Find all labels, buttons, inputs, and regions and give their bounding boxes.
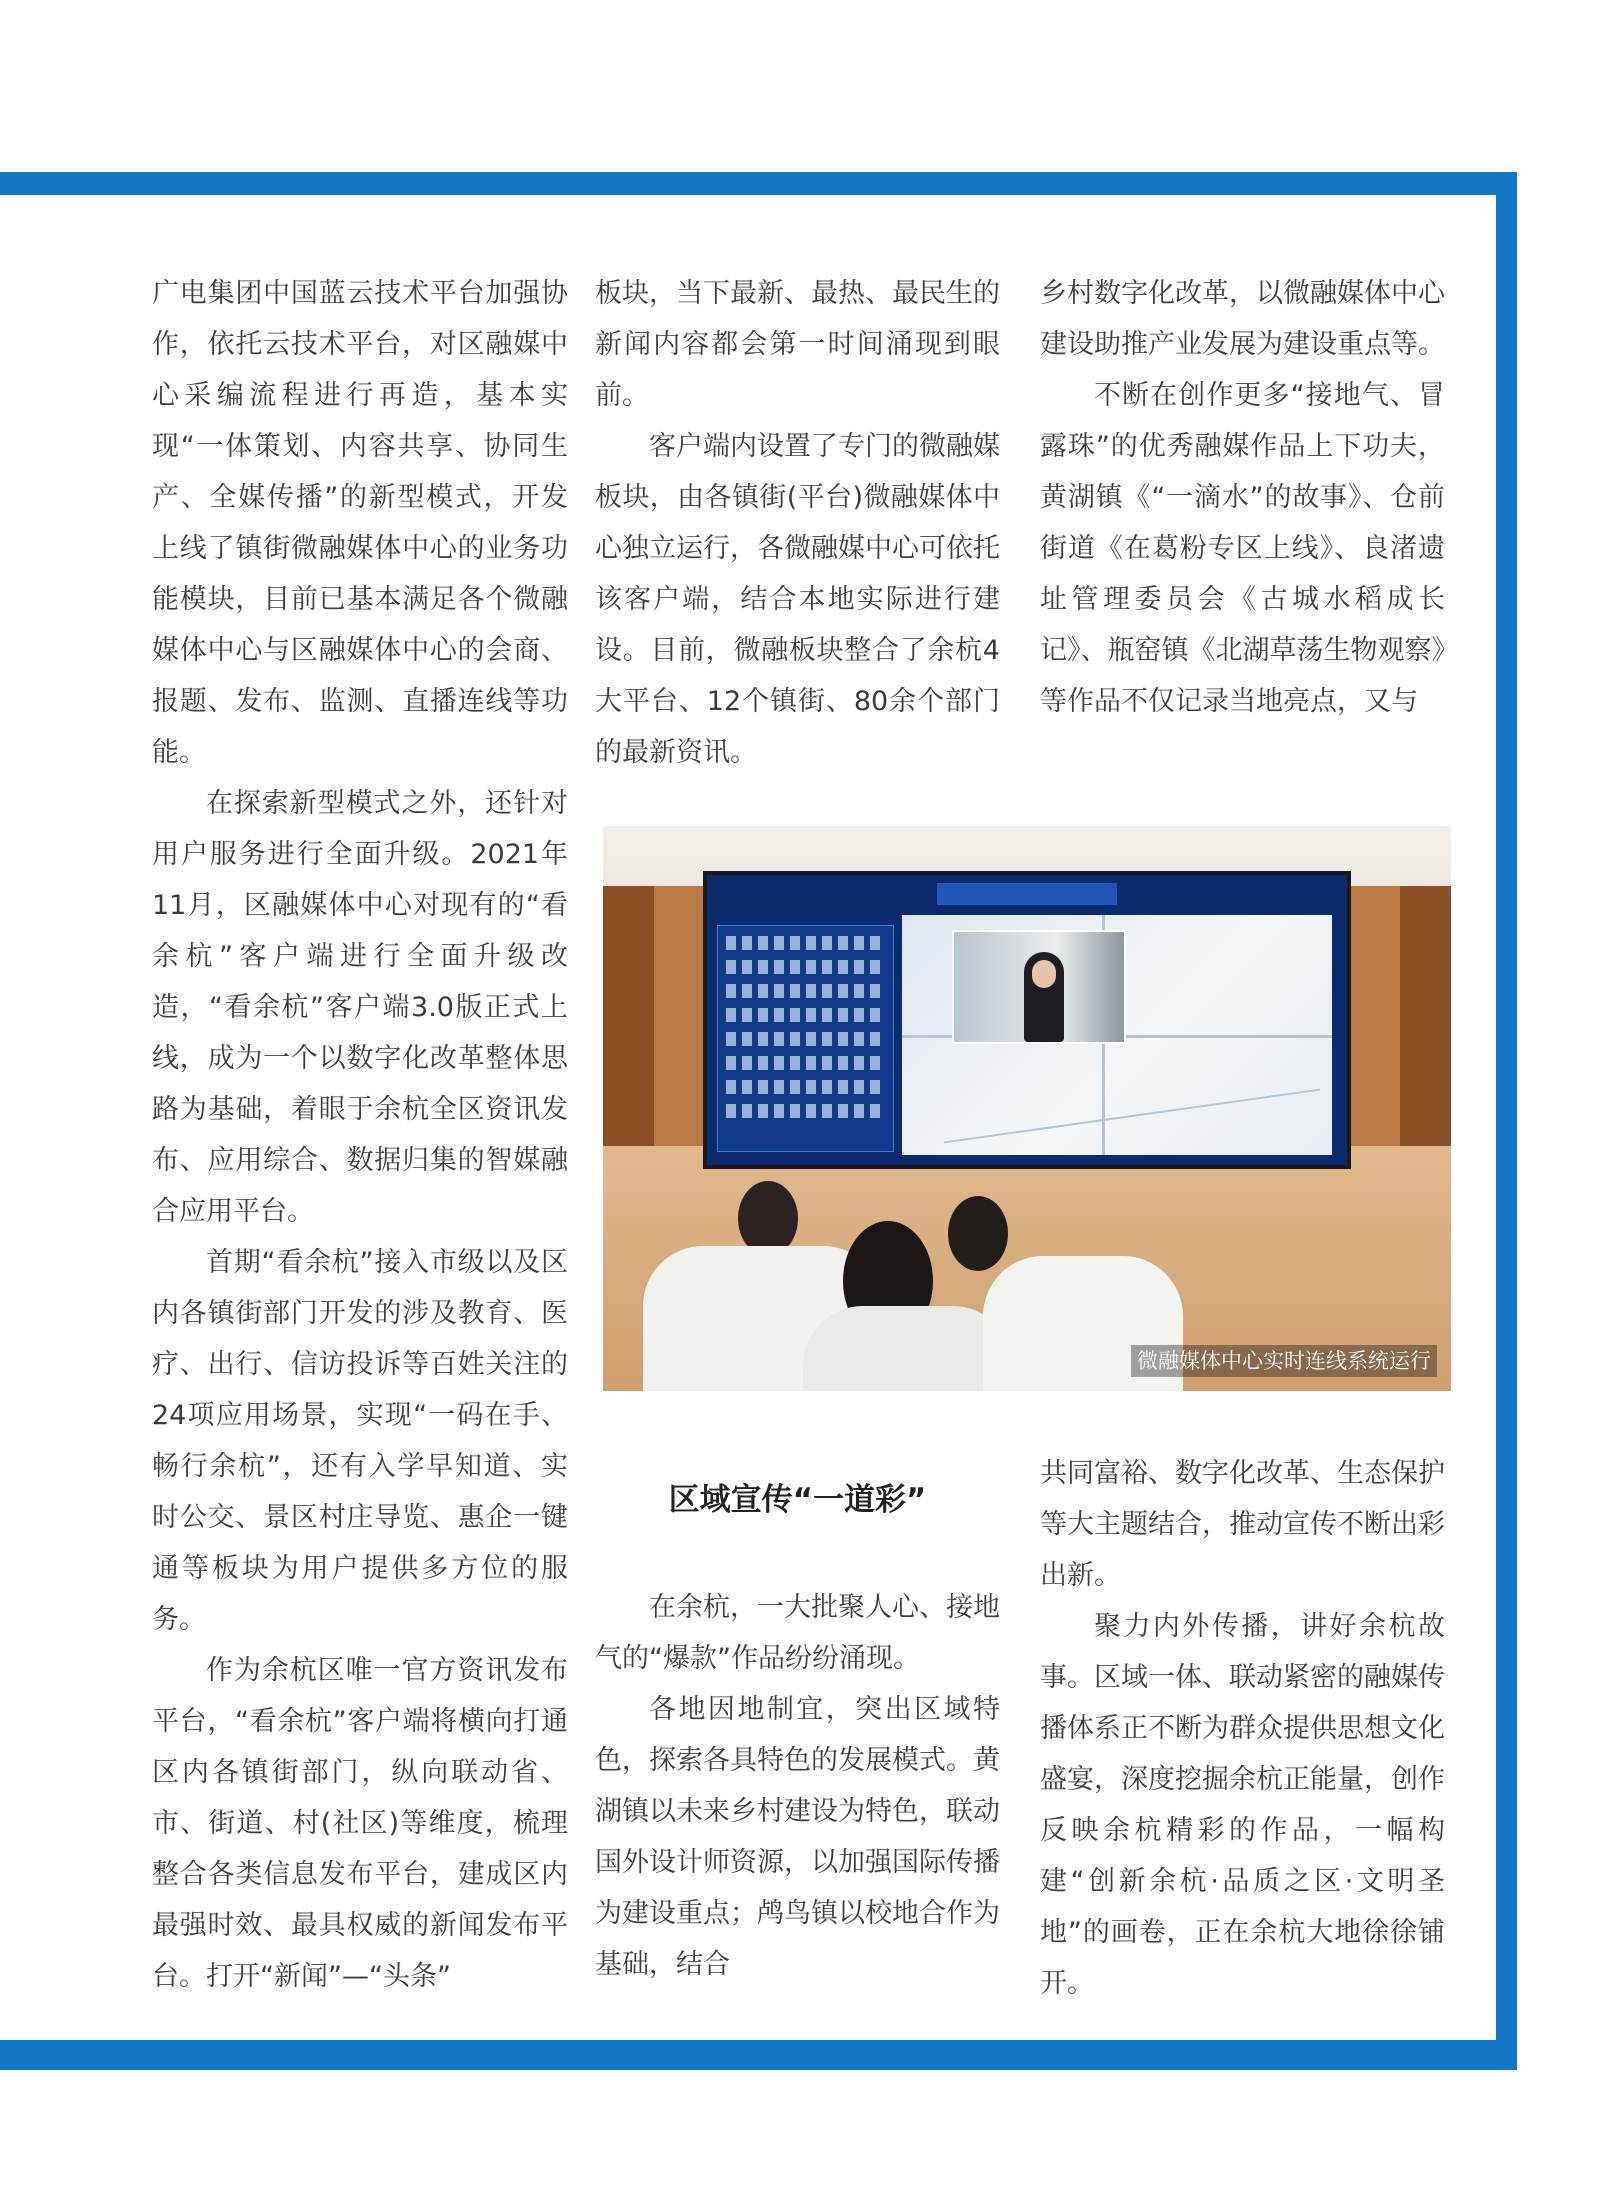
paragraph: 在余杭，一大批聚人心、接地气的“爆款”作品纷纷涌现。 bbox=[595, 1592, 1000, 1674]
text-column-2-lower bbox=[595, 1582, 1000, 1990]
photo-large-screen bbox=[703, 871, 1351, 1169]
screen-title-bar bbox=[937, 883, 1117, 905]
text-column-1 bbox=[152, 268, 568, 2002]
paragraph: 广电集团中国蓝云技术平台加强协作，依托云技术平台，对区融媒中心采编流程进行再造，基本实现“一体策划、内容共享、协同生产、全媒传播”的新型模式，开发上线了镇街微融媒体中心的业务功能模块，目前已基本满足各个微融媒体中心与区融媒体中心的会商、报题、发布、监测、直播连线等功能。 bbox=[152, 278, 568, 768]
audience-body-3 bbox=[803, 1306, 1013, 1391]
paragraph: 在探索新型模式之外，还针对用户服务进行全面升级。2021年11月，区融媒体中心对现有的“看余杭”客户端进行全面升级改造，“看余杭”客户端3.0版正式上线，成为一个以数字化改革整体思路为基础，着眼于余杭全区资讯发布、应用综合、数据归集的智媒融合应用平台。 bbox=[152, 788, 568, 1227]
command-center-photo bbox=[603, 826, 1451, 1391]
paragraph: 首期“看余杭”接入市级以及区内各镇街部门开发的涉及教育、医疗、出行、信访投诉等百姓关注的24项应用场景，实现“一码在手、畅行余杭”，还有入学早知道、实时公交、景区村庄导览、惠企一键通等板块为用户提供多方位的服务。 bbox=[152, 1247, 568, 1635]
text-column-2 bbox=[595, 268, 1000, 778]
screen-video-window bbox=[952, 930, 1126, 1044]
frame-bottom-bar bbox=[0, 2040, 1517, 2070]
paragraph: 共同富裕、数字化改革、生态保护等大主题结合，推动宣传不断出彩出新。 bbox=[1040, 1458, 1445, 1591]
paragraph: 客户端内设置了专门的微融媒板块，由各镇街(平台)微融媒体中心独立运行，各微融媒中心可依托该客户端，结合本地实际进行建设。目前，微融板块整合了余杭4大平台、12个镇街、80余个部门的最新资讯。 bbox=[595, 431, 1000, 768]
paragraph: 聚力内外传播，讲好余杭故事。区域一体、联动紧密的融媒传播体系正不断为群众提供思想文化盛宴，深度挖掘余杭正能量，创作反映余杭精彩的作品，一幅构建“创新余杭·品质之区·文明圣地”的画卷，正在余杭大地徐徐铺开。 bbox=[1040, 1611, 1445, 1999]
frame-right-bar bbox=[1496, 172, 1517, 2069]
audience-head-2 bbox=[948, 1196, 1008, 1271]
screen-side-panel bbox=[717, 925, 894, 1152]
photo-caption: 微融媒体中心实时连线系统运行 bbox=[1131, 1345, 1437, 1377]
paragraph: 作为余杭区唯一官方资讯发布平台，“看余杭”客户端将横向打通区内各镇街部门，纵向联动省、市、街道、村(社区)等维度，梳理整合各类信息发布平台，建成区内最强时效、最具权威的新闻发布平台。打开“新闻”—“头条” bbox=[152, 1655, 568, 1992]
text-column-3 bbox=[1040, 268, 1445, 727]
section-heading: 区域宣传“一道彩” bbox=[668, 1482, 927, 1518]
text-column-3-lower bbox=[1040, 1448, 1445, 2009]
audience-head-1 bbox=[738, 1181, 798, 1256]
paragraph: 板块，当下最新、最热、最民生的新闻内容都会第一时间涌现到眼前。 bbox=[595, 278, 1000, 411]
frame-top-bar bbox=[0, 172, 1517, 195]
paragraph: 乡村数字化改革，以微融媒体中心建设助推产业发展为建设重点等。 bbox=[1040, 278, 1445, 360]
reporter-face bbox=[1032, 960, 1056, 988]
paragraph: 不断在创作更多“接地气、冒露珠”的优秀融媒作品上下功夫，黄湖镇《“一滴水”的故事》、仓前街道《在葛粉专区上线》、良渚遗址管理委员会《古城水稻成长记》、瓶窑镇《北湖草荡生物观察》等作品不仅记录当地亮点，又与 bbox=[1040, 380, 1445, 717]
paragraph: 各地因地制宜，突出区域特色，探索各具特色的发展模式。黄湖镇以未来乡村建设为特色，联动国外设计师资源，以加强国际传播为建设重点；鸬鸟镇以校地合作为基础，结合 bbox=[595, 1694, 1000, 1980]
